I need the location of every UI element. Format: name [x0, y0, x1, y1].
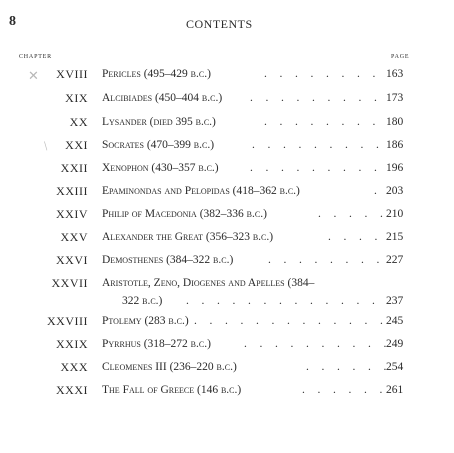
chapter-numeral: XVIII	[56, 67, 88, 81]
page-reference: 254	[386, 361, 404, 373]
leader-dots: . . . . . . . .	[264, 68, 377, 80]
page-reference: 227	[386, 254, 404, 266]
leader-dots: . . . . . .	[306, 361, 388, 373]
chapter-title: Pericles (495–429 b.c.)	[102, 68, 211, 80]
chapter-numeral: XXV	[60, 230, 88, 244]
chapter-title: Alcibiades (450–404 b.c.)	[102, 92, 223, 104]
page-number: 8	[9, 14, 16, 29]
leader-dots: . . . . .	[318, 208, 384, 220]
toc-entry	[0, 360, 454, 378]
chapter-numeral: XXVII	[51, 276, 88, 290]
running-head: CONTENTS	[186, 17, 253, 31]
leader-dots: .	[374, 185, 378, 197]
toc-entry	[0, 115, 454, 133]
chapter-numeral: XIX	[65, 91, 88, 105]
leader-dots: . . . . . . . . .	[250, 92, 378, 104]
chapter-title: The Fall of Greece (146 b.c.)	[102, 384, 242, 396]
chapter-column-heading: CHAPTER	[19, 54, 52, 60]
toc-entry	[0, 138, 454, 156]
leader-dots: . . . . . . . .	[264, 116, 377, 128]
leader-dots: . . . . . . . . . . . . .	[194, 315, 384, 327]
page-reference: 203	[386, 185, 404, 197]
toc-entry	[0, 91, 454, 109]
page-reference: 186	[386, 139, 404, 151]
toc-entry-continuation	[0, 294, 454, 312]
chapter-numeral: XXIII	[56, 184, 88, 198]
leader-dots: . . . .	[328, 231, 379, 243]
leader-dots: . . . . . . . . .	[250, 162, 378, 174]
page-column-heading: PAGE	[391, 54, 410, 60]
chapter-numeral: XX	[69, 115, 88, 129]
toc-entry	[0, 184, 454, 202]
toc-entry	[0, 314, 454, 332]
page-reference: 237	[386, 295, 404, 307]
toc-entry	[0, 253, 454, 271]
leader-dots: . . . . . . . . .	[252, 139, 380, 151]
toc-entry	[0, 230, 454, 248]
chapter-numeral: XXVI	[56, 253, 88, 267]
chapter-title-continuation: 322 b.c.)	[122, 295, 163, 307]
chapter-title: Ptolemy (283 b.c.)	[102, 315, 189, 327]
chapter-title: Cleomenes III (236–220 b.c.)	[102, 361, 237, 373]
page-reference: 196	[386, 162, 404, 174]
page-reference: 173	[386, 92, 404, 104]
page-reference: 245	[386, 315, 404, 327]
leader-dots: . . . . . . . .	[268, 254, 381, 266]
chapter-title: Epaminondas and Pelopidas (418–362 b.c.)	[102, 185, 300, 197]
margin-pencil-mark: ✕	[28, 68, 39, 83]
chapter-numeral: XXXI	[56, 383, 88, 397]
leader-dots: . . . . . . . . . .	[244, 338, 388, 350]
toc-entry	[0, 337, 454, 355]
toc-entry	[0, 383, 454, 401]
toc-entry	[0, 207, 454, 225]
chapter-numeral: XXI	[65, 138, 88, 152]
chapter-title: Demosthenes (384–322 b.c.)	[102, 254, 234, 266]
chapter-numeral: XXVIII	[47, 314, 88, 328]
chapter-numeral: XXX	[60, 360, 88, 374]
page-reference: 215	[386, 231, 404, 243]
leader-dots: . . . . . . . . . . . . .	[186, 295, 376, 307]
chapter-numeral: XXIX	[56, 337, 88, 351]
chapter-numeral: XXII	[60, 161, 88, 175]
page-reference: 210	[386, 208, 404, 220]
toc-entry	[0, 276, 454, 294]
chapter-title: Pyrrhus (318–272 b.c.)	[102, 338, 211, 350]
chapter-title: Socrates (470–399 b.c.)	[102, 139, 215, 151]
chapter-title: Xenophon (430–357 b.c.)	[102, 162, 219, 174]
chapter-title: Aristotle, Zeno, Diogenes and Apelles (384–	[102, 277, 315, 289]
margin-pencil-mark: /	[39, 138, 52, 153]
page-reference: 261	[386, 384, 404, 396]
chapter-title: Lysander (died 395 b.c.)	[102, 116, 216, 128]
chapter-title: Alexander the Great (356–323 b.c.)	[102, 231, 274, 243]
chapter-title: Philip of Macedonia (382–336 b.c.)	[102, 208, 267, 220]
chapter-numeral: XXIV	[56, 207, 88, 221]
toc-entry	[0, 161, 454, 179]
page-reference: 249	[386, 338, 404, 350]
leader-dots: . . . . . .	[302, 384, 384, 396]
page-reference: 163	[386, 68, 404, 80]
toc-entry	[0, 67, 454, 85]
page-reference: 180	[386, 116, 404, 128]
